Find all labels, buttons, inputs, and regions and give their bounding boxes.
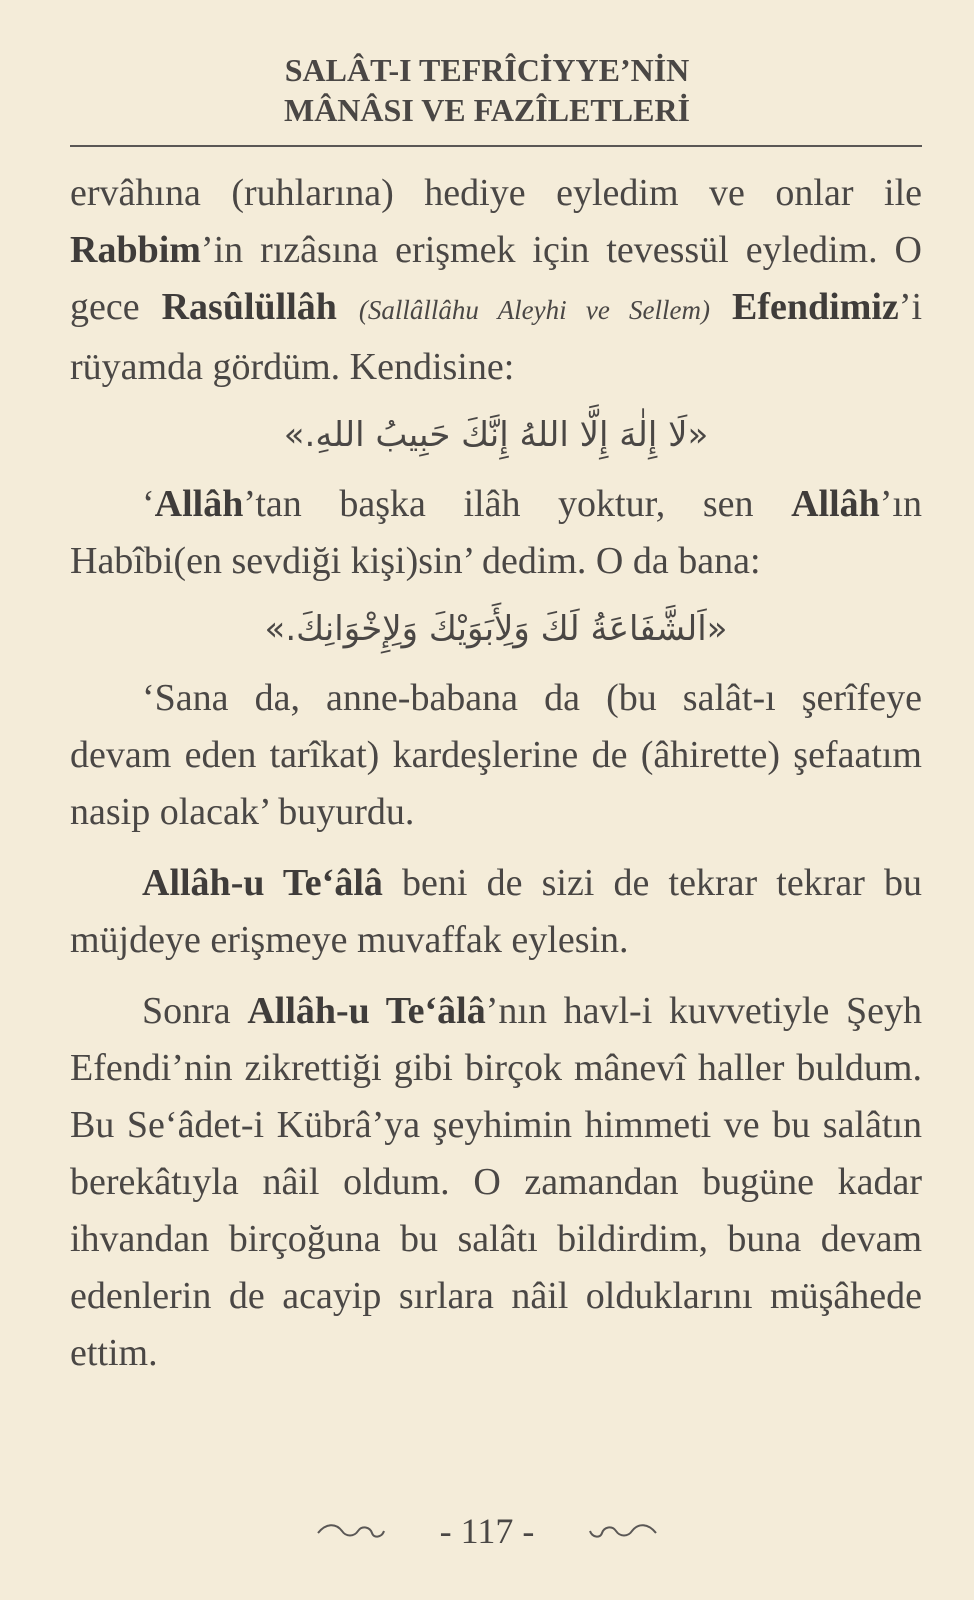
left-ornament-icon [314,1519,388,1543]
p4-text-1: beni de sizi de tekrar tekrar bu müjdeye erişmeye muvaffak eylesin. [70,862,922,961]
header-divider [70,145,922,147]
page-number: - 117 - [439,1511,535,1551]
paragraph-1 [70,165,922,396]
p1-italic-salawat: (Sallâllâhu Aleyhi ve Sellem) [358,295,711,325]
p1-bold-rabbim: Rabbim [70,229,201,271]
p1-bold-rasulullah: Rasûlüllâh [161,286,337,328]
p5-bold-allah: Allâh-u Te‘âlâ [247,990,486,1032]
arabic-quote-2: «اَلشَّفَاعَةُ لَكَ وَلِأَبَوَيْكَ وَلِإِخْوَانِكَ.» [264,609,728,649]
p2-text-3: ’ın Habîbi(en sevdiği kişi)sin’ dedim. O da bana: [70,483,922,582]
p1-text-2: ’in rızâsına erişmek için tevessül eyledim. O gece [70,229,922,328]
paragraph-3: ‘Sana da, anne-babana da (bu salât-ı şerîfeye devam eden tarîkat) kardeşlerine de (âhirette) şefaatım nasip olacak’ buyurdu. [70,677,922,833]
p2-bold-allah-2: Allâh [791,483,880,525]
p1-text-3: ’i rüyamda gördüm. Kendisine: [70,286,923,388]
p4-bold-allah: Allâh-u Te‘âlâ [142,862,383,904]
paragraph-5 [70,983,922,1382]
p1-text-1: ervâhına (ruhlarına) hediye eyledim ve onlar ile [70,172,922,214]
page-footer [0,1510,974,1552]
p2-text-1: ‘ [142,483,155,525]
header-line-1: SALÂT-I TEFRÎCİYYE’NİN [284,52,690,88]
body-text [70,165,922,1382]
p2-text-2: ’tan başka ilâh yoktur, sen [243,483,792,525]
p5-text-1: Sonra [142,990,248,1032]
paragraph-2 [70,476,922,590]
p5-text-2: ’nın havl-i kuvvetiyle Şeyh Efendi’nin zikrettiği gibi birçok mânevî haller buldum. Bu Se‘âdet-i Kübrâ’ya şeyhimin himmeti ve bu salâtın berekâtıyla nâil oldum. O zamandan bugüne kadar ihvandan birçoğuna bu salâtı bildirdim, buna devam edenlerin de acayip sırlara nâil olduklarını müşâhede ettim. [70,990,922,1374]
p1-bold-efendimiz: Efendimiz [732,286,899,328]
p2-bold-allah-1: Allâh [154,483,244,525]
header-line-2: MÂNÂSI VE FAZÎLETLERİ [283,92,690,128]
arabic-quote-1: «لَا إِلٰهَ إِلَّا اللهُ إِنَّكَ حَبِيبُ اللهِ.» [283,415,709,455]
running-header [0,50,974,130]
paragraph-4 [70,855,922,969]
right-ornament-icon [586,1519,660,1543]
